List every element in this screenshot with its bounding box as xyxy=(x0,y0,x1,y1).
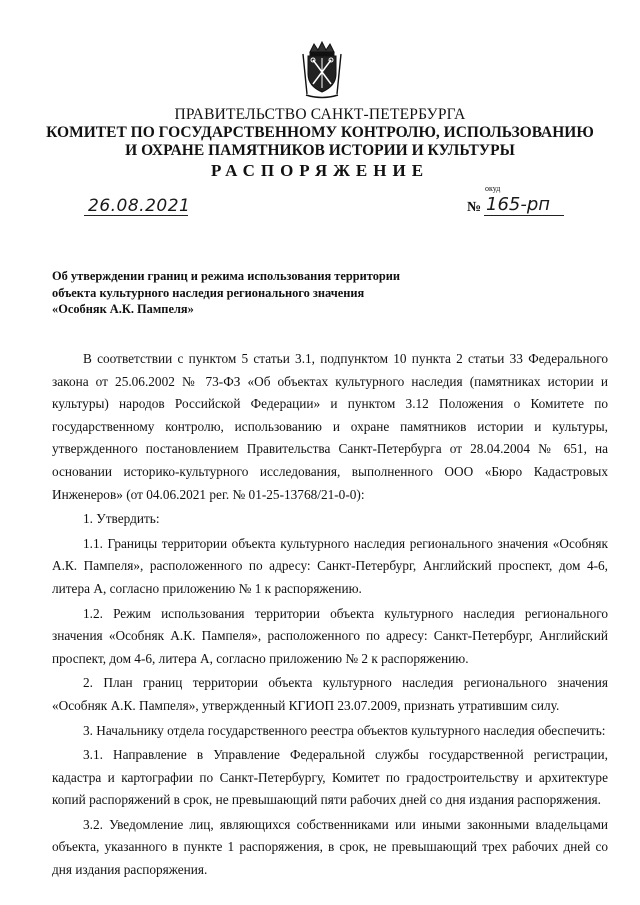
document-body xyxy=(52,348,608,884)
paragraph-1-2: 1.2. Режим использования территории объекта культурного наследия регионального значения «Особняк А.К. Пампеля», расположенного по адресу: Санкт-Петербург, Английский проспект, дом 4-6, литера А, согласно приложению № 2 к распоряжению. xyxy=(52,605,608,666)
paragraph-2: 2. План границ территории объекта культурного наследия регионального значения «Особняк А.К. Пампеля», утвержденный КГИОП 23.07.2009, признать утратившим силу. xyxy=(52,675,608,713)
title-line3: «Особняк А.К. Пампеля» xyxy=(52,302,194,316)
document-date: 26.08.2021 xyxy=(88,196,191,216)
paragraph-3: 3. Начальнику отдела государственного реестра объектов культурного наследия обеспечить: xyxy=(83,722,606,738)
document-type: РАСПОРЯЖЕНИЕ xyxy=(210,161,430,180)
paragraph-3-1: 3.1. Направление в Управление Федеральной службы государственной регистрации, кадастра и картографии по Санкт-Петербургу, Комитет по градостроительству и архитектуре копий распоряжений в срок, не превышающий пяти рабочих дней со дня издания распоряжения. xyxy=(52,747,608,808)
number-label: № xyxy=(467,200,482,215)
coat-of-arms-icon xyxy=(298,40,346,100)
committee-name-line2: И ОХРАНЕ ПАМЯТНИКОВ ИСТОРИИ И КУЛЬТУРЫ xyxy=(125,142,515,159)
paragraph-1-1: 1.1. Границы территории объекта культурного наследия регионального значения «Особняк А.К. Пампеля», расположенного по адресу: Санкт-Петербург, Английский проспект, дом 4-6, литера А, согласно приложению № 1 к распоряжению. xyxy=(52,535,608,596)
title-line2: объекта культурного наследия регионального значения xyxy=(52,285,365,300)
date-underline xyxy=(84,215,188,216)
document-number: 165-рп xyxy=(486,194,551,215)
paragraph-1: 1. Утвердить: xyxy=(83,511,160,527)
paragraph-3-2: 3.2. Уведомление лиц, являющихся собственниками или иными законными владельцами объекта, указанного в пункте 1 распоряжения, в срок, не превышающий трех рабочих дней со дня издания распоряжения. xyxy=(52,816,608,878)
intro-paragraph: В соответствии с пунктом 5 статьи 3.1, подпунктом 10 пункта 2 статьи 33 Федерального закона от 25.06.2002 № 73-ФЗ «Об объектах культурного наследия (памятниках истории и культуры) народов Российской Федерации» и пунктом 3.12 Положения о Комитете по государственному контролю, использованию и охране памятников истории и культуры, утвержденного постановлением Правительства Санкт-Петербурга от 28.04.2004 № 651, на основании историко-культурного исследования, выполненного ООО «Бюро Кадастровых Инженеров» (от 04.06.2021 рег. № 01-25-13768/21-0-0): xyxy=(52,351,608,502)
committee-name-line1: КОМИТЕТ ПО ГОСУДАРСТВЕННОМУ КОНТРОЛЮ, ИСПОЛЬЗОВАНИЮ xyxy=(46,124,594,141)
okud-label: окуд xyxy=(485,184,501,193)
number-underline xyxy=(484,215,564,216)
government-name: ПРАВИТЕЛЬСТВО САНКТ-ПЕТЕРБУРГА xyxy=(174,106,466,123)
document-title xyxy=(52,268,400,318)
title-line1: Об утверждении границ и режима использования территории xyxy=(52,269,401,283)
